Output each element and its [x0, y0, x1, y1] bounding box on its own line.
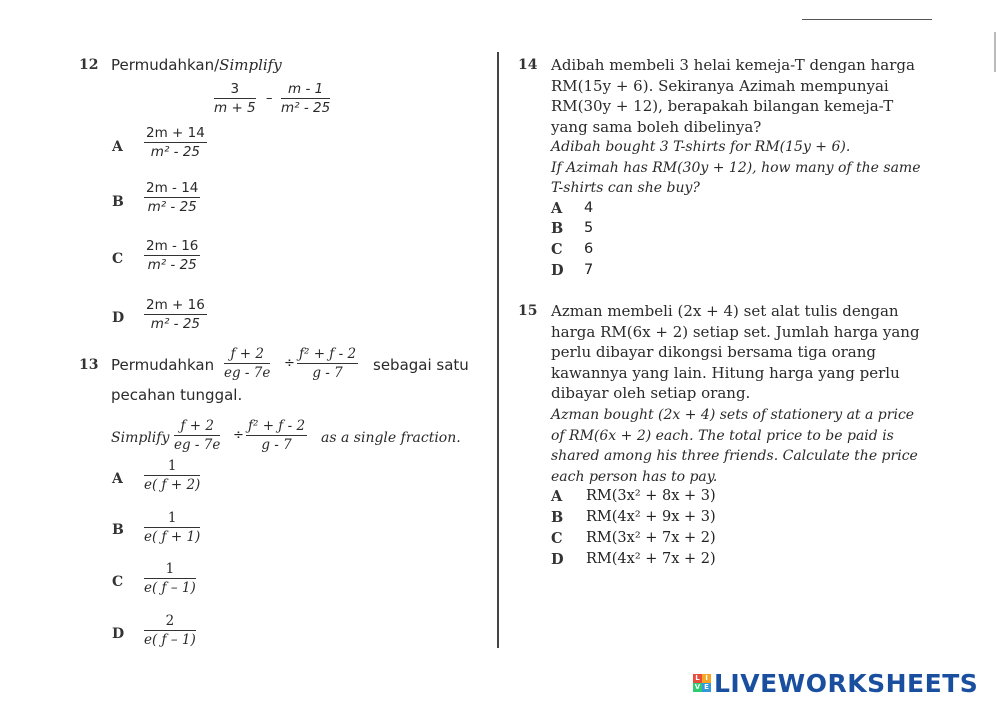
option-label[interactable]: B — [112, 194, 124, 210]
numerator: ƒ + 2 — [174, 418, 220, 436]
text-line: T-shirts can she buy? — [551, 180, 700, 196]
column-divider — [497, 52, 499, 648]
prompt-malay: Permudahkan/ — [111, 56, 220, 74]
top-right-rule — [802, 19, 932, 20]
option-c-fraction[interactable] — [144, 561, 196, 596]
option-label[interactable]: C — [112, 251, 124, 267]
option-label[interactable]: A — [551, 488, 563, 505]
prompt-english: Simplify — [219, 56, 282, 74]
numerator: ƒ² + ƒ - 2 — [248, 418, 306, 434]
logo-tile-letter: I — [702, 674, 711, 683]
text-line: of RM(6x + 2) each. The total price to be paid is — [551, 427, 894, 444]
expr-left-fraction — [214, 81, 256, 116]
option-label[interactable]: C — [112, 574, 124, 590]
numerator: 2m + 16 — [146, 297, 205, 313]
denominator: eg - 7e — [224, 365, 271, 381]
denominator: m + 5 — [214, 100, 256, 116]
numerator: 3 — [214, 81, 256, 99]
question-number: 15 — [518, 303, 538, 319]
logo-tile-letter: L — [693, 674, 702, 683]
option-d-value[interactable]: 7 — [584, 262, 594, 278]
expr-ms-left-fraction — [224, 346, 270, 381]
numerator: 1 — [144, 458, 200, 476]
operator: – — [266, 91, 273, 106]
text-line: Azman membeli (2x + 4) set alat tulis dengan — [551, 302, 899, 320]
text-line: perlu dibayar dikongsi bersama tiga orang — [551, 343, 876, 361]
numerator: 1 — [144, 561, 196, 579]
denominator: e( ƒ + 2) — [144, 477, 201, 493]
question-text-malay — [551, 55, 943, 137]
option-label[interactable]: C — [551, 241, 563, 258]
option-label[interactable]: C — [551, 530, 563, 547]
logo-text: LIVEWORKSHEETS — [714, 668, 979, 698]
option-label[interactable]: A — [112, 471, 123, 487]
option-c-value[interactable]: RM(3x² + 7x + 2) — [586, 530, 716, 546]
question-number: 14 — [518, 57, 538, 73]
text-line: shared among his three friends. Calculate the price — [551, 448, 918, 464]
expr-right-fraction — [281, 81, 330, 116]
option-d-fraction[interactable] — [144, 297, 207, 332]
question-number: 12 — [79, 57, 99, 73]
question-text-malay — [551, 301, 943, 404]
numerator: m - 1 — [281, 81, 330, 99]
liveworksheets-logo[interactable] — [693, 670, 978, 696]
question-prompt — [111, 55, 282, 76]
text-line: each person has to pay. — [551, 468, 718, 485]
option-b-fraction[interactable] — [144, 180, 200, 215]
denominator: m² - 25 — [150, 316, 200, 332]
logo-tiles-icon — [693, 674, 711, 692]
expr-ms-right-fraction — [297, 346, 358, 381]
option-label[interactable]: A — [112, 139, 123, 155]
denominator: m² - 25 — [147, 257, 197, 273]
text-line: If Azimah has RM(30y + 12), how many of the same — [551, 159, 921, 176]
denominator: g - 7 — [312, 365, 343, 381]
option-d-value[interactable]: RM(4x² + 7x + 2) — [586, 551, 716, 567]
option-b-fraction[interactable] — [144, 510, 200, 545]
prompt-english-start: Simplify — [111, 430, 170, 446]
text-line: dibayar oleh setiap orang. — [551, 384, 751, 402]
logo-tile-letter: E — [702, 683, 711, 692]
option-c-value[interactable]: 6 — [584, 241, 594, 257]
numerator: 2m - 16 — [146, 238, 199, 254]
denominator: m² - 25 — [150, 144, 200, 160]
operator: ÷ — [233, 428, 244, 443]
option-label[interactable]: D — [551, 262, 564, 279]
denominator: m² - 25 — [147, 199, 197, 215]
option-label[interactable]: B — [551, 220, 564, 237]
numerator: 2m + 14 — [146, 125, 205, 141]
numerator: ƒ + 2 — [224, 346, 270, 364]
operator: ÷ — [284, 356, 295, 371]
numerator: 2 — [144, 613, 196, 631]
text-line: RM(30y + 12), berapakah bilangan kemeja-T — [551, 97, 894, 115]
numerator: 2m - 14 — [146, 180, 199, 196]
prompt-malay-end: sebagai satu — [373, 356, 469, 374]
option-a-value[interactable]: 4 — [584, 200, 594, 216]
prompt-malay-line2: pecahan tunggal. — [111, 386, 243, 404]
option-label[interactable]: D — [112, 310, 125, 326]
question-number: 13 — [79, 357, 99, 373]
text-line: Adibah membeli 3 helai kemeja-T dengan harga — [551, 56, 915, 74]
denominator: e( ƒ + 1) — [144, 529, 201, 545]
option-a-fraction[interactable] — [144, 125, 207, 160]
text-line: Adibah bought 3 T-shirts for RM(15y + 6). — [551, 139, 851, 155]
denominator: e( ƒ – 1) — [144, 580, 196, 596]
denominator: g - 7 — [261, 437, 292, 453]
text-line: kawannya yang lain. Hitung harga yang perlu — [551, 363, 900, 382]
option-d-fraction[interactable] — [144, 613, 196, 648]
text-line: harga RM(6x + 2) setiap set. Jumlah harga yang — [551, 322, 920, 341]
prompt-malay-start: Permudahkan — [111, 356, 215, 374]
page-edge-mark — [994, 32, 996, 72]
question-text-english — [551, 405, 943, 487]
logo-tile-letter: V — [694, 683, 701, 691]
option-label[interactable]: D — [112, 626, 125, 642]
expr-en-left-fraction — [174, 418, 220, 453]
option-a-fraction[interactable] — [144, 458, 200, 493]
denominator: e( ƒ – 1) — [144, 632, 196, 648]
text-line: Azman bought (2x + 4) sets of stationery at a price — [551, 407, 915, 423]
option-c-fraction[interactable] — [144, 238, 200, 273]
option-a-value[interactable]: RM(3x² + 8x + 3) — [586, 488, 716, 504]
option-label[interactable]: A — [551, 200, 563, 217]
expr-en-right-fraction — [246, 418, 307, 453]
denominator: eg - 7e — [174, 437, 221, 453]
question-text-english — [551, 137, 943, 199]
numerator: ƒ² + ƒ - 2 — [299, 346, 357, 362]
prompt-english-end: as a single fraction. — [321, 430, 461, 446]
option-label[interactable]: B — [551, 509, 564, 526]
denominator: m² - 25 — [281, 100, 331, 116]
option-label[interactable]: B — [112, 522, 124, 538]
option-label[interactable]: D — [551, 551, 564, 568]
option-b-value[interactable]: 5 — [584, 220, 594, 236]
option-b-value[interactable]: RM(4x² + 9x + 3) — [586, 509, 716, 525]
text-line: RM(15y + 6). Sekiranya Azimah mempunyai — [551, 76, 889, 95]
numerator: 1 — [144, 510, 200, 528]
text-line: yang sama boleh dibelinya? — [551, 117, 762, 136]
